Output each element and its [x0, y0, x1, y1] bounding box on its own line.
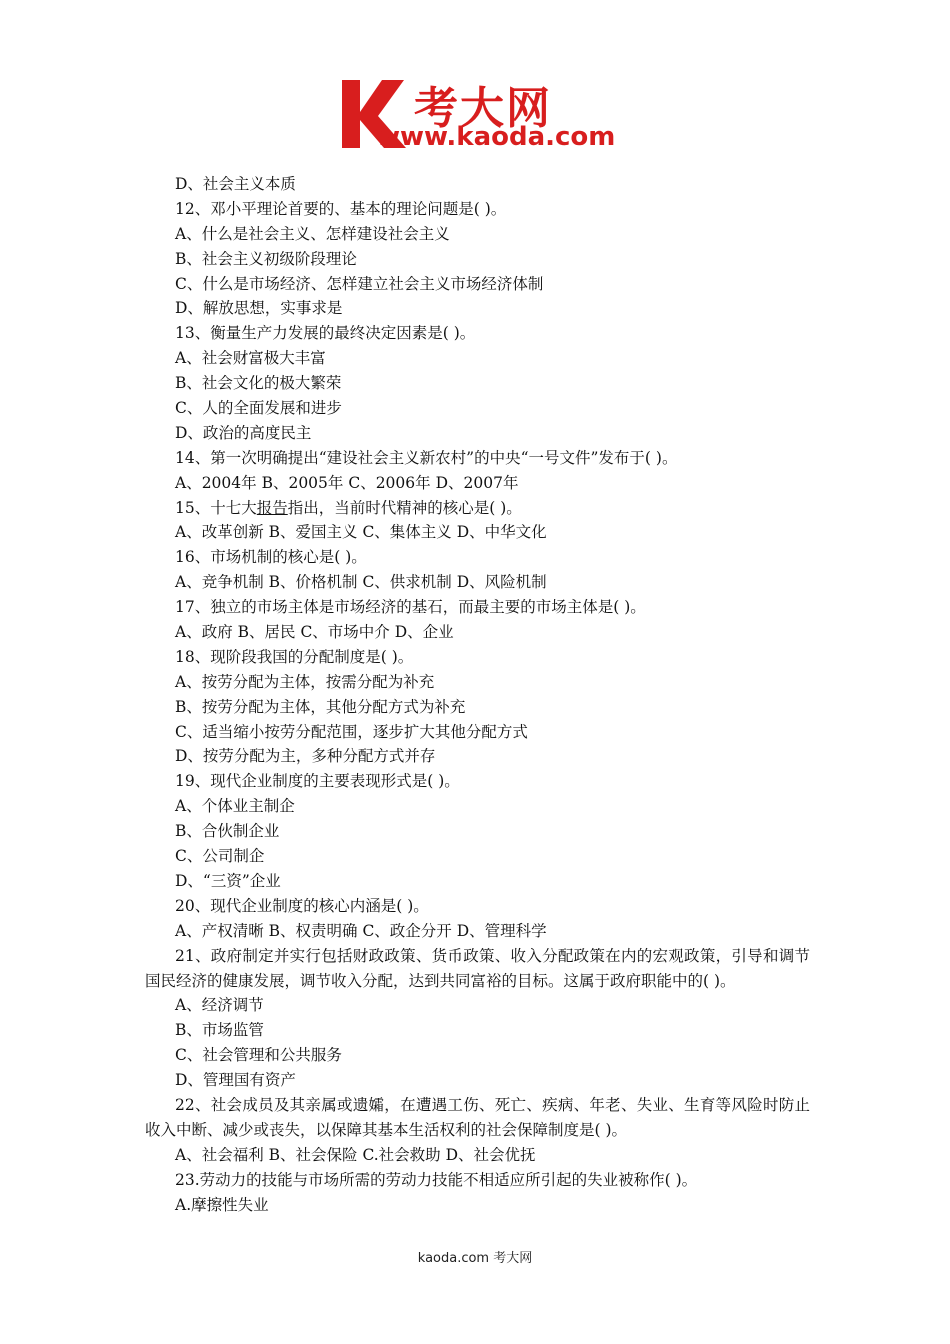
- text-line: 17、独立的市场主体是市场经济的基石，而最主要的市场主体是( )。: [175, 598, 646, 617]
- text-line: B、按劳分配为主体，其他分配方式为补充: [175, 697, 466, 716]
- text-line: D、“三资”企业: [175, 871, 281, 890]
- q15-suffix: 指出，当前时代精神的核心是( )。: [287, 498, 522, 517]
- text-line: A.摩擦性失业: [175, 1195, 269, 1214]
- text-line: A、竞争机制 B、价格机制 C、供求机制 D、风险机制: [175, 573, 547, 592]
- text-line: A、2004年 B、2005年 C、2006年 D、2007年: [175, 473, 519, 492]
- text-line: D、管理国有资产: [175, 1071, 296, 1090]
- logo-chinese-name: 考大网: [414, 83, 552, 134]
- text-line: C、社会管理和公共服务: [175, 1046, 342, 1065]
- document-body: [145, 172, 810, 1217]
- text-line: D、解放思想，实事求是: [175, 299, 343, 318]
- text-line: C、人的全面发展和进步: [175, 399, 342, 418]
- text-line: C、公司制企: [175, 847, 265, 866]
- text-line: 19、现代企业制度的主要表现形式是( )。: [175, 772, 460, 791]
- logo-url: www.kaoda.com: [376, 122, 616, 152]
- text-line: A、社会福利 B、社会保险 C.社会救助 D、社会优抚: [175, 1145, 536, 1164]
- text-line: 12、邓小平理论首要的、基本的理论问题是( )。: [175, 199, 507, 218]
- text-line: A、什么是社会主义、怎样建设社会主义: [175, 224, 450, 243]
- text-line: B、市场监管: [175, 1021, 264, 1040]
- text-line: B、合伙制企业: [175, 822, 280, 841]
- question-15: [145, 496, 810, 521]
- text-line: A、按劳分配为主体，按需分配为补充: [175, 672, 435, 691]
- page-footer: kaoda.com 考大网: [417, 1251, 533, 1266]
- text-line: A、经济调节: [175, 996, 264, 1015]
- text-line: C、什么是市场经济、怎样建立社会主义市场经济体制: [175, 274, 544, 293]
- text-line: 23.劳动力的技能与市场所需的劳动力技能不相适应所引起的失业被称作( )。: [175, 1170, 698, 1189]
- question-22: 22、社会成员及其亲属或遗孀，在遭遇工伤、死亡、疾病、年老、失业、生育等风险时防止收入中断、减少或丧失，以保障其基本生活权利的社会保障制度是( )。: [145, 1095, 810, 1139]
- text-line: 16、市场机制的核心是( )。: [175, 548, 367, 567]
- text-line: 18、现阶段我国的分配制度是( )。: [175, 647, 414, 666]
- kaoda-logo: [338, 78, 658, 158]
- text-line: D、社会主义本质: [175, 175, 296, 193]
- text-line: D、按劳分配为主，多种分配方式并存: [175, 747, 436, 766]
- text-line: A、个体业主制企: [175, 797, 295, 816]
- text-line: C、适当缩小按劳分配范围，逐步扩大其他分配方式: [175, 722, 528, 741]
- text-line: 20、现代企业制度的核心内涵是( )。: [175, 896, 429, 915]
- text-line: 13、衡量生产力发展的最终决定因素是( )。: [175, 324, 476, 343]
- text-line: 14、第一次明确提出“建设社会主义新农村”的中央“一号文件”发布于( )。: [175, 448, 678, 467]
- text-line: A、社会财富极大丰富: [175, 349, 326, 368]
- report-link[interactable]: 报告: [256, 498, 288, 517]
- text-line: B、社会文化的极大繁荣: [175, 374, 342, 393]
- text-line: B、社会主义初级阶段理论: [175, 249, 357, 268]
- text-line: A、产权清晰 B、权责明确 C、政企分开 D、管理科学: [175, 921, 547, 940]
- text-line: A、政府 B、居民 C、市场中介 D、企业: [175, 623, 454, 642]
- question-21: 21、政府制定并实行包括财政政策、货币政策、收入分配政策在内的宏观政策，引导和调节国民经济的健康发展，调节收入分配，达到共同富裕的目标。这属于政府职能中的( )。: [145, 946, 810, 990]
- text-line: D、政治的高度民主: [175, 423, 312, 442]
- text-line: A、改革创新 B、爱国主义 C、集体主义 D、中华文化: [175, 523, 547, 542]
- q15-prefix: 15、十七大: [175, 498, 257, 517]
